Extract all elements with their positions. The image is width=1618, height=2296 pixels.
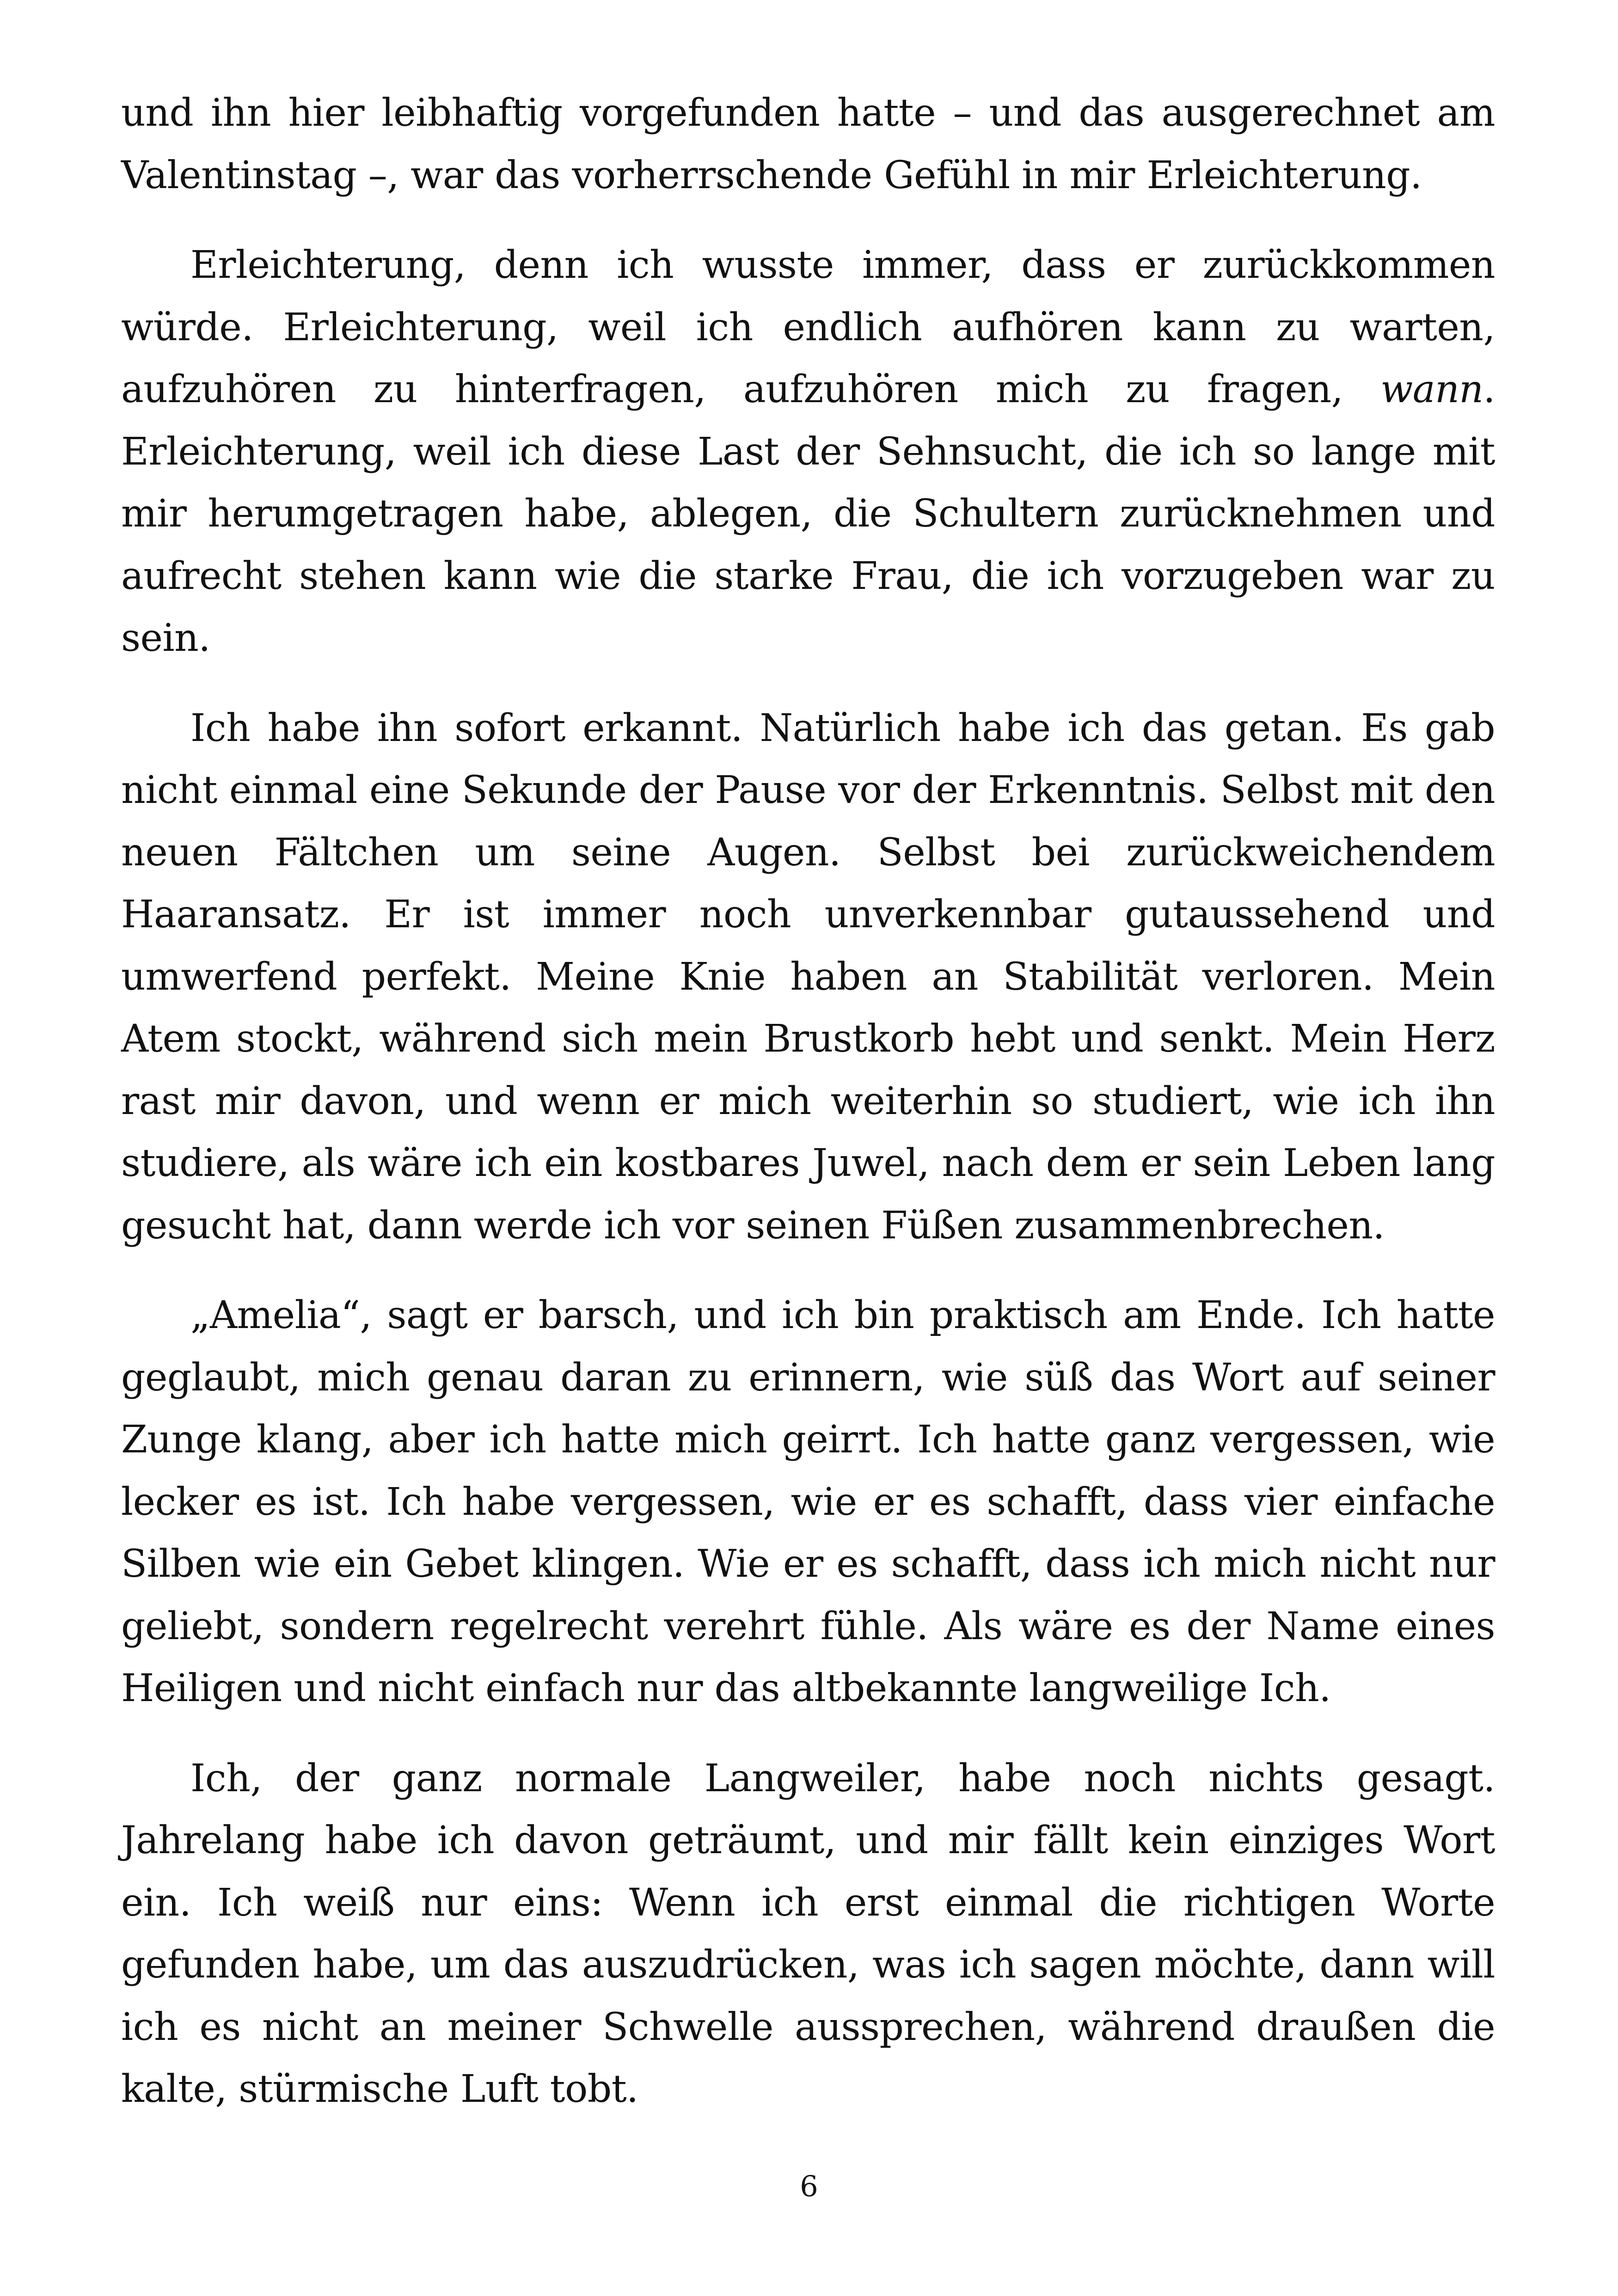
body-text [121, 82, 1495, 2149]
paragraph-2 [121, 234, 1495, 670]
paragraph-4: „Amelia“, sagt er barsch, und ich bin praktisch am Ende. Ich hatte geglaubt, mich genau daran zu erinnern, wie süß das Wort auf seiner Zunge klang, aber ich hatte mich geirrt. Ich hatte ganz vergessen, wie lecker es ist. Ich habe vergessen, wie er es schafft, dass vier einfache Silben wie ein Gebet klingen. Wie er es schafft, dass ich mich nicht nur geliebt, sondern regelrecht verehrt fühle. Als wäre es der Name eines Heiligen und nicht einfach nur das altbekannte langweilige Ich. [121, 1293, 1495, 1710]
paragraph-2-text-before: Erleichterung, denn ich wusste immer, dass er zurückkommen würde. Erleichterung, weil ich endlich aufhören kann zu warten, aufzuhören zu hinterfragen, aufzuhören mich zu fragen, [121, 243, 1495, 411]
paragraph-3: Ich habe ihn sofort erkannt. Natürlich habe ich das getan. Es gab nicht einmal eine Sekunde der Pause vor der Erkenntnis. Selbst mit den neuen Fältchen um seine Augen. Selbst bei zurückweichendem Haaransatz. Er ist immer noch unverkennbar gutaussehend und umwerfend perfekt. Meine Knie haben an Stabilität verloren. Mein Atem stockt, während sich mein Brustkorb hebt und senkt. Mein Herz rast mir davon, und wenn er mich weiterhin so studiert, wie ich ihn studiere, als wäre ich ein kostbares Juwel, nach dem er sein Leben lang gesucht hat, dann werde ich vor seinen Füßen zusammenbrechen. [121, 706, 1495, 1248]
paragraph-1: und ihn hier leibhaftig vorgefunden hatte – und das ausgerechnet am Valentinstag –, war das vorherrschende Gefühl in mir Erleichterung. [121, 91, 1495, 197]
page-number: 6 [800, 2169, 818, 2203]
paragraph-2-text-after: . Erleichterung, weil ich diese Last der Sehnsucht, die ich so lange mit mir herumgetragen habe, ablegen, die Schultern zurücknehmen und aufrecht stehen kann wie die starke Frau, die ich vorzugeben war zu sein. [121, 367, 1495, 660]
paragraph-5: Ich, der ganz normale Langweiler, habe noch nichts gesagt. Jahrelang habe ich davon geträumt, und mir fällt kein einziges Wort ein. Ich weiß nur eins: Wenn ich erst einmal die richtigen Worte gefunden habe, um das auszudrücken, was ich sagen möchte, dann will ich es nicht an meiner Schwelle aussprechen, während draußen die kalte, stürmische Luft tobt. [121, 1756, 1495, 2111]
emphasized-word: wann [1380, 367, 1483, 411]
